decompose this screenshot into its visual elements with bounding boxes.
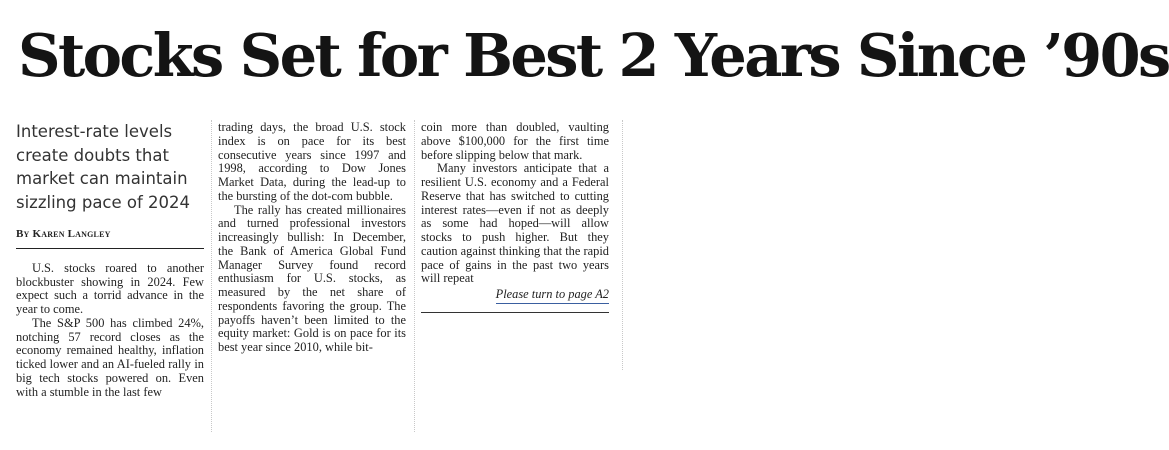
column-divider bbox=[414, 120, 415, 432]
body-paragraph: trading days, the broad U.S. stock index is on pace for its best consecutive years since 1997 and 1998, according to Dow Jones Market Data, during the lead-up to the bursting of the dot-com bubble. bbox=[218, 120, 406, 203]
body-paragraph: U.S. stocks roared to another blockbuster showing in 2024. Few expect such a torrid advance in the year to come. bbox=[16, 260, 204, 316]
article-column-3 bbox=[421, 121, 609, 313]
body-paragraph: The rally has created millionaires and turned professional investors increasingly bullish: In December, the Bank of America Global Fund Manager Survey found record enthusiasm for U.S. stocks, as measured by the net share of respondents favoring the group. The payoffs haven’t been limited to the equity market: Gold is on pace for its best year since 2010, while bit- bbox=[218, 202, 406, 354]
column-divider bbox=[211, 120, 212, 432]
body-paragraph: The S&P 500 has climbed 24%, notching 57 record closes as the economy remained healthy, inflation ticked lower and an AI-fueled rally in big tech stocks powered on. Even with a stumble in the last few bbox=[16, 315, 204, 399]
body-paragraph: coin more than doubled, vaulting above $100,000 for the first time before slipping below that mark. bbox=[421, 120, 609, 162]
column-divider bbox=[622, 120, 623, 370]
article-column-2 bbox=[218, 121, 406, 355]
article-column-1 bbox=[16, 120, 204, 399]
body-paragraph: Many investors anticipate that a resilient U.S. economy and a Federal Reserve that has switched to cutting interest rates—even if not as deeply as some had hoped—will allow stocks to push higher. But they caution against thinking that the rapid pace of gains in the past two years will repeat bbox=[421, 161, 609, 286]
headline: Stocks Set for Best 2 Years Since ’90s bbox=[18, 21, 1169, 90]
byline: By Karen Langley bbox=[16, 228, 204, 249]
deck-subheadline: Interest-rate levels create doubts that market can maintain sizzling pace of 2024 bbox=[16, 122, 191, 212]
article-end-rule bbox=[421, 312, 609, 313]
continue-page-link[interactable]: Please turn to page A2 bbox=[496, 288, 609, 304]
jump-line bbox=[421, 288, 609, 304]
